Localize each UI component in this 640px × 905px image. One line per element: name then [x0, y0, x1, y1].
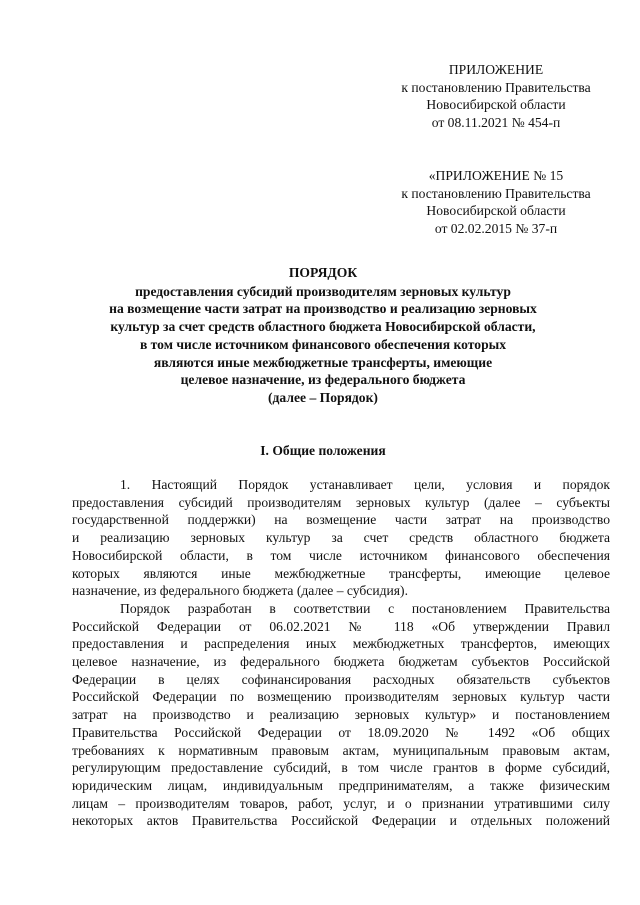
paragraph-line: которых являются иные межбюджетные трансферты, имеющие целевое: [72, 565, 610, 581]
title-line: на возмещение части затрат на производство и реализацию зерновых: [109, 301, 537, 317]
paragraph-line: требованиях к нормативным правовым актам, муниципальным правовым актам,: [72, 742, 610, 758]
header-line: к постановлению Правительства: [401, 79, 591, 95]
paragraph-line: и реализацию зерновых культур за счет средств областного бюджета: [72, 530, 610, 546]
paragraph-line: предоставления и распределения иных межбюджетных трансфертов, имеющих: [72, 636, 610, 652]
section-heading: I. Общие положения: [260, 443, 386, 458]
header-line: от 02.02.2015 № 37-п: [434, 221, 558, 237]
title-line: предоставления субсидий производителям зерновых культур: [135, 283, 511, 299]
approval-header: [385, 61, 607, 132]
title-main: ПОРЯДОК: [288, 265, 358, 280]
paragraph-line: назначение, из федерального бюджета (далее – субсидия).: [72, 583, 408, 599]
title-line: культур за счет средств областного бюджета Новосибирской области,: [110, 319, 536, 335]
title-line: в том числе источником финансового обеспечения которых: [139, 336, 507, 352]
paragraph-line: Порядок разработан в соответствии с постановлением Правительства: [120, 600, 610, 616]
paragraph-line: Российской Федерации по возмещению производителям зерновых культур части: [72, 689, 610, 705]
header-line: Новосибирской области: [426, 97, 566, 113]
paragraph-line: государственной поддержки) на возмещение части затрат на производство: [72, 512, 610, 528]
header-line: «ПРИЛОЖЕНИЕ № 15: [428, 168, 564, 183]
paragraph-line: целевое назначение, из федерального бюджета бюджетам субъектов Российской: [72, 654, 610, 670]
body-text: [72, 476, 610, 830]
title-line: являются иные межбюджетные трансферты, имеющие: [153, 354, 493, 370]
paragraph-line: предоставления субсидий производителям зерновых культур (далее – субъекты: [72, 494, 610, 510]
header-line: Новосибирской области: [426, 203, 566, 219]
header-line: от 08.11.2021 № 454-п: [431, 115, 561, 131]
header-line: к постановлению Правительства: [401, 185, 591, 201]
title-line: целевое назначение, из федерального бюджета: [180, 372, 466, 388]
header-line: ПРИЛОЖЕНИЕ: [448, 62, 544, 77]
paragraph-line: 1. Настоящий Порядок устанавливает цели, условия и порядок: [120, 477, 610, 492]
paragraph-line: регулирующим предоставление субсидий, в том числе грантов в форме субсидий,: [72, 760, 610, 776]
paragraph-line: Новосибирской области, в том числе источником финансового обеспечения: [72, 547, 610, 563]
paragraph-line: некоторых актов Правительства Российской Федерации и отдельных положений: [72, 813, 610, 829]
paragraph-line: лицам – производителям товаров, работ, услуг, и о признании утратившими силу: [72, 795, 610, 811]
paragraph-line: Российской Федерации от 06.02.2021 № 118 «Об утверждении Правил: [72, 618, 610, 634]
paragraph-line: Правительства Российской Федерации от 18.09.2020 № 1492 «Об общих: [72, 724, 610, 740]
document-title: [80, 264, 566, 407]
paragraph-line: юридическим лицам, индивидуальным предпринимателям, а также физическим: [72, 777, 610, 793]
appendix-header: [385, 167, 607, 238]
title-line: (далее – Порядок): [268, 389, 378, 405]
paragraph-line: Федерации в целях софинансирования расходных обязательств субъектов: [72, 671, 610, 687]
paragraph-line: затрат на производство и реализацию зерновых культур» и постановлением: [72, 707, 610, 723]
